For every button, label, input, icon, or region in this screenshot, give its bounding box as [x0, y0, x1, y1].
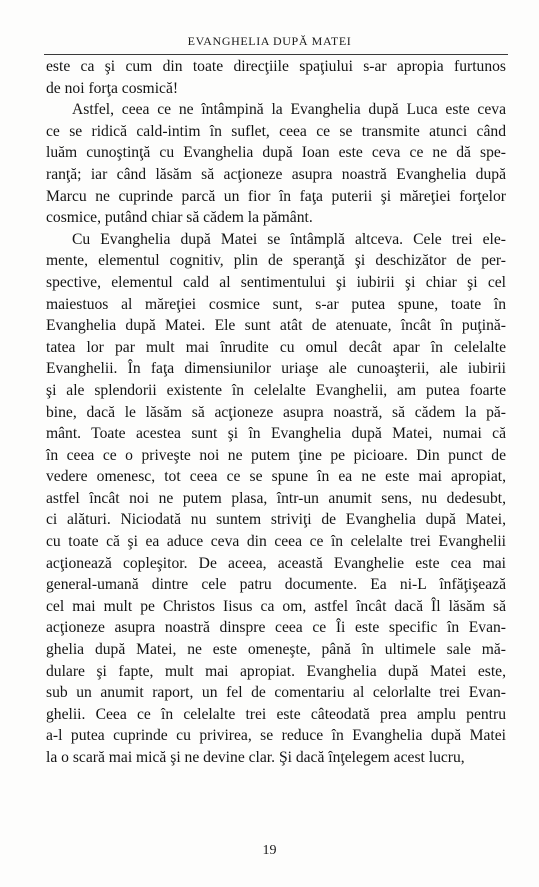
text-line: sub un anumit raport, un fel de comentariu al celorlalte trei Evan-	[46, 684, 506, 702]
text-line: la o scară mai mică şi ne devine clar. Şi dacă înţelegem acest lucru,	[46, 749, 465, 766]
text-line: spective, elementul cald al sentimentului şi iubirii şi chiar şi cel	[46, 273, 506, 291]
text-line: mente, elementul cognitiv, plin de speranţă şi deschizător de per-	[46, 252, 506, 270]
text-line: ghelia după Matei, ne este omeneşte, până în ultimele sale mă-	[46, 641, 506, 659]
text-line: cel mai mult pe Christos Iisus ca om, astfel încât dacă Îl lăsăm să	[46, 597, 506, 615]
paragraph	[46, 229, 506, 769]
header-rule	[44, 54, 508, 55]
text-line: Evanghelii. În faţa dimensiunilor uriaşe ale cunoaşterii, ale iubirii	[46, 360, 506, 378]
text-line: ghelii. Ceea ce în celelalte trei este câteodată prea amplu pentru	[46, 705, 506, 723]
text-line: general-umană dintre cele patru documente. Ea ni-L înfăţişează	[46, 576, 506, 594]
text-line: bine, dacă le lăsăm să acţioneze asupra noastră, să cădem la pă-	[46, 403, 506, 421]
text-line: luăm cunoştinţă cu Evanghelia după Ioan este ceva ce ne dă spe-	[46, 144, 506, 162]
text-line: de noi forţa cosmică!	[46, 79, 179, 97]
text-line: ce se ridică cald-intim în suflet, ceea ce se transmite atunci când	[46, 122, 506, 140]
text-line: maiestuos al măreţiei cosmice sunt, s-ar putea spune, toate în	[46, 295, 506, 313]
paragraph	[46, 56, 506, 99]
text-line: acţioneze asupra noastră dinspre ceea ce Îi este specific în Evan-	[46, 619, 506, 637]
text-line: acţionează copleşitor. De aceea, această Evanghelie este cea mai	[46, 554, 506, 572]
page-number: 19	[262, 843, 277, 858]
text-line: Evanghelia după Matei. Ele sunt atât de atenuate, încât în puţină-	[46, 317, 506, 335]
text-line: este ca şi cum din toate direcţiile spaţiului s-ar apropia furtunos	[46, 58, 506, 75]
text-line: tatea lor par mult mai înrudite cu omul decât apar în celelalte	[46, 338, 506, 356]
text-line: dulare şi fapte, mult mai apropiat. Evanghelia după Matei este,	[46, 662, 506, 680]
text-line: ranţă; iar când lăsăm să acţioneze asupra noastră Evanghelia după	[46, 165, 506, 183]
text-line: astfel încât noi ne putem plasa, într-un anumit sens, nu dedesubt,	[46, 489, 506, 507]
text-line: Astfel, ceea ce ne întâmpină la Evanghelia după Luca este ceva	[72, 101, 506, 119]
text-line: Cu Evanghelia după Matei se întâmplă altceva. Cele trei ele-	[72, 230, 506, 248]
text-line: ci alături. Niciodată nu suntem striviţi de Evanghelia după Matei,	[46, 511, 506, 529]
text-line: mânt. Toate acestea sunt şi în Evanghelia după Matei, numai că	[46, 425, 506, 443]
text-line: şi ale splendorii existente în celelalte Evanghelii, am putea foarte	[46, 381, 506, 399]
text-line: Marcu ne cuprinde parcă un fior în faţa puterii şi măreţiei forţelor	[46, 187, 506, 205]
body-text	[46, 56, 506, 769]
text-line: vedere omenesc, tot ceea ce se spune în ea ne este mai apropiat,	[46, 468, 506, 486]
running-head: EVANGHELIA DUPĂ MATEI	[187, 34, 352, 48]
text-line: a-l putea cuprinde cu privirea, se reduce în Evanghelia după Matei	[46, 727, 506, 745]
paragraph	[46, 99, 506, 229]
text-line: în ceea ce o priveşte noi ne putem ţine pe picioare. Din punct de	[46, 446, 506, 464]
text-line: cu toate că şi ea aduce ceva din ceea ce în celelalte trei Evanghelii	[46, 533, 506, 551]
text-line: cosmice, putând chiar să cădem la pământ.	[46, 209, 313, 227]
